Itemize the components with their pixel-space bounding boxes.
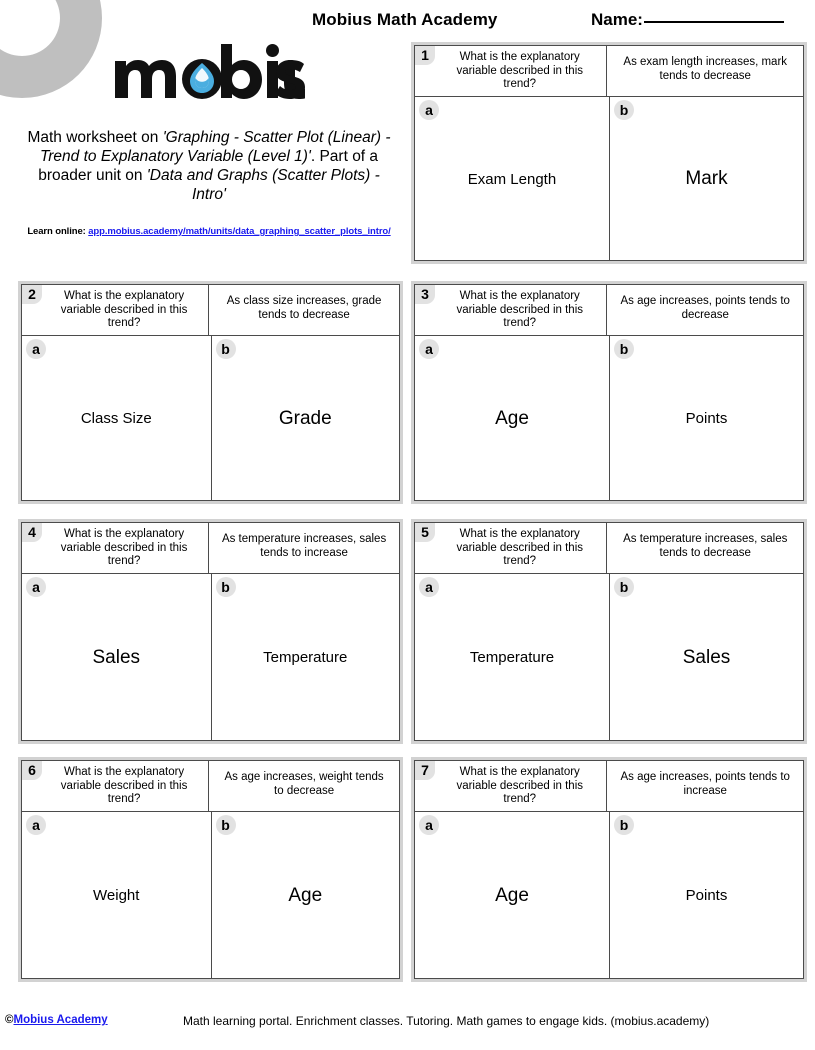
question-number-badge: 5	[415, 523, 435, 542]
question-prompt: What is the explanatory variable described in this trend?	[60, 766, 188, 805]
question-header	[415, 761, 803, 812]
option-a-badge: a	[419, 339, 439, 359]
question-card-3	[411, 281, 807, 504]
footer-copyright	[5, 1014, 108, 1026]
question-options	[22, 336, 399, 501]
question-card-7	[411, 757, 807, 982]
question-options	[22, 574, 399, 741]
option-b-badge: b	[614, 100, 634, 120]
question-options	[22, 812, 399, 979]
question-number-badge: 1	[415, 46, 435, 65]
question-card-6	[18, 757, 403, 982]
option-a-text: Class Size	[80, 410, 152, 428]
option-a-badge: a	[26, 577, 46, 597]
option-a-1[interactable]	[415, 97, 609, 261]
question-prompt: What is the explanatory variable described in this trend?	[60, 528, 188, 567]
question-number-cell	[415, 523, 429, 573]
question-card-inner	[414, 45, 804, 261]
option-b-5[interactable]	[609, 574, 803, 741]
question-number-badge: 4	[22, 523, 42, 542]
question-card-inner	[21, 522, 400, 741]
question-trend-text: As age increases, points tends to increase	[620, 771, 790, 797]
question-trend-statement	[606, 285, 803, 335]
question-prompt: What is the explanatory variable described in this trend?	[456, 51, 584, 90]
page-footer	[0, 1014, 815, 1034]
question-header	[22, 523, 399, 574]
question-prompt: What is the explanatory variable described in this trend?	[456, 528, 584, 567]
question-card-4	[18, 519, 403, 744]
question-number-cell	[415, 46, 429, 96]
question-card-inner	[414, 522, 804, 741]
question-trend-text: As class size increases, grade tends to decrease	[226, 295, 382, 321]
question-header	[415, 285, 803, 336]
question-number-badge: 3	[415, 285, 435, 304]
question-trend-statement	[208, 761, 399, 811]
option-a-2[interactable]	[22, 336, 211, 501]
question-options	[415, 336, 803, 501]
option-a-badge: a	[26, 339, 46, 359]
option-b-badge: b	[614, 577, 634, 597]
option-b-badge: b	[216, 339, 236, 359]
desc-topic: 'Graphing - Scatter Plot (Linear) - Trend to Explanatory Variable (Level 1)'	[39, 129, 391, 165]
worksheet-description	[14, 128, 404, 204]
option-b-badge: b	[614, 815, 634, 835]
name-label: Name:	[591, 10, 643, 29]
question-header	[415, 46, 803, 97]
question-trend-statement	[208, 523, 399, 573]
question-trend-text: As temperature increases, sales tends to increase	[221, 533, 387, 559]
question-options	[415, 574, 803, 741]
option-a-badge: a	[26, 815, 46, 835]
question-trend-text: As temperature increases, sales tends to decrease	[623, 533, 788, 559]
question-prompt: What is the explanatory variable described in this trend?	[60, 290, 188, 329]
copyright-symbol: ©	[5, 1014, 14, 1026]
question-trend-text: As age increases, points tends to decrease	[620, 295, 790, 321]
option-a-badge: a	[419, 577, 439, 597]
mobius-logo	[14, 44, 404, 106]
option-b-text: Age	[288, 884, 323, 906]
question-number-badge: 2	[22, 285, 42, 304]
page-header	[0, 0, 815, 40]
question-card-2	[18, 281, 403, 504]
option-b-text: Mark	[685, 168, 728, 190]
option-a-badge: a	[419, 815, 439, 835]
option-b-4[interactable]	[211, 574, 400, 741]
desc-middle: . Part of a broader unit on	[38, 148, 379, 184]
question-trend-text: As exam length increases, mark tends to decrease	[623, 56, 788, 82]
option-b-badge: b	[216, 815, 236, 835]
desc-prefix: Math worksheet on	[27, 129, 163, 146]
question-card-5	[411, 519, 807, 744]
question-trend-statement	[208, 285, 399, 335]
learn-online-label: Learn online:	[27, 226, 89, 237]
question-trend-statement	[606, 523, 803, 573]
name-write-line[interactable]	[644, 21, 784, 23]
option-b-6[interactable]	[211, 812, 400, 979]
question-number-badge: 6	[22, 761, 42, 780]
option-a-6[interactable]	[22, 812, 211, 979]
option-b-text: Points	[685, 410, 728, 428]
question-card-inner	[414, 284, 804, 501]
option-a-text: Weight	[93, 887, 140, 905]
option-b-badge: b	[614, 339, 634, 359]
option-b-badge: b	[216, 577, 236, 597]
question-header	[22, 285, 399, 336]
option-a-text: Age	[495, 407, 529, 429]
option-a-badge: a	[419, 100, 439, 120]
option-a-7[interactable]	[415, 812, 609, 979]
question-card-1	[411, 42, 807, 264]
question-number-cell	[415, 761, 429, 811]
question-trend-text: As age increases, weight tends to decrease	[224, 771, 384, 797]
question-number-cell	[22, 761, 36, 811]
question-prompt: What is the explanatory variable described in this trend?	[456, 766, 584, 805]
option-b-3[interactable]	[609, 336, 803, 501]
question-prompt: What is the explanatory variable described in this trend?	[456, 290, 584, 329]
question-trend-statement	[606, 761, 803, 811]
question-number-cell	[22, 523, 36, 573]
footer-copyright-link[interactable]: Mobius Academy	[13, 1014, 108, 1026]
question-number-cell	[22, 285, 36, 335]
option-a-text: Sales	[92, 646, 141, 668]
option-b-1[interactable]	[609, 97, 803, 261]
learn-online-link[interactable]: app.mobius.academy/math/units/data_graphing_scatter_plots_intro/	[88, 226, 391, 237]
question-header	[22, 761, 399, 812]
option-a-5[interactable]	[415, 574, 609, 741]
option-b-text: Points	[685, 887, 728, 905]
question-header	[415, 523, 803, 574]
option-a-text: Exam Length	[467, 170, 557, 188]
question-trend-statement	[606, 46, 803, 96]
option-a-3[interactable]	[415, 336, 609, 501]
question-card-inner	[21, 760, 400, 979]
option-b-text: Grade	[278, 407, 332, 429]
desc-unit: 'Data and Graphs (Scatter Plots) - Intro'	[146, 167, 380, 203]
question-options	[415, 97, 803, 261]
option-b-text: Temperature	[263, 649, 348, 667]
option-a-4[interactable]	[22, 574, 211, 741]
option-a-text: Temperature	[469, 649, 555, 667]
worksheet-intro	[14, 44, 404, 237]
academy-title: Mobius Math Academy	[312, 10, 498, 29]
question-number-cell	[415, 285, 429, 335]
question-options	[415, 812, 803, 979]
name-field-block	[591, 10, 784, 30]
option-b-text: Sales	[682, 646, 731, 668]
option-a-text: Age	[495, 884, 529, 906]
question-card-inner	[414, 760, 804, 979]
question-card-inner	[21, 284, 400, 501]
option-b-7[interactable]	[609, 812, 803, 979]
learn-online-line	[14, 226, 404, 237]
option-b-2[interactable]	[211, 336, 400, 501]
mobius-logo-icon	[113, 44, 305, 102]
footer-tagline: Math learning portal. Enrichment classes. Tutoring. Math games to engage kids. (mobius.academy)	[183, 1014, 710, 1028]
question-number-badge: 7	[415, 761, 435, 780]
